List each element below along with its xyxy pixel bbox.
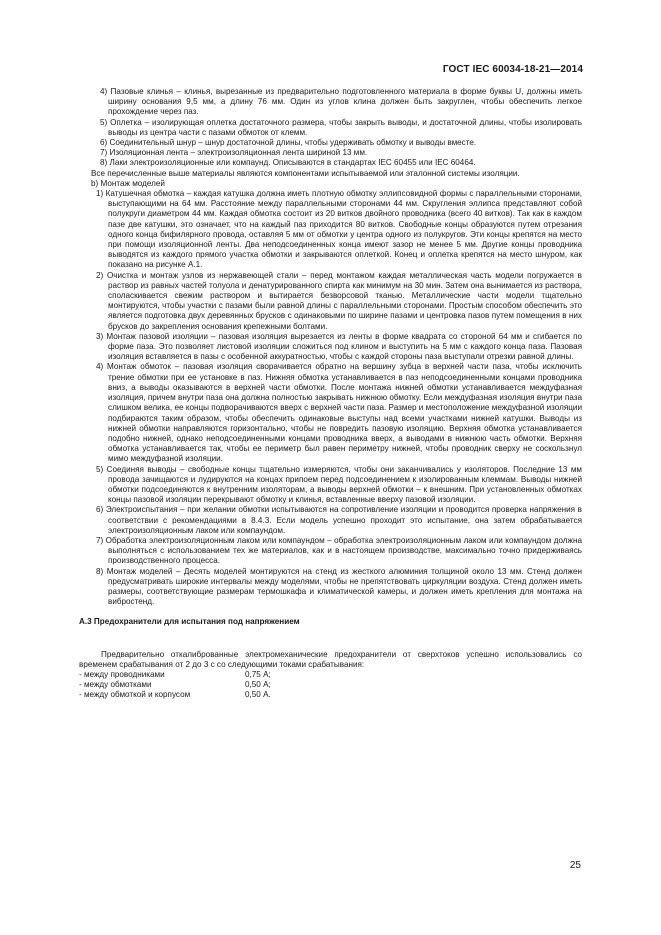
list-item: 5) Оплетка – изолирующая оплетка достаточного размера, чтобы закрыть выводы, и достаточной длины, чтобы изолировать выводы из центра части с пазами обмоток от клемм.	[100, 117, 582, 137]
current-value: 0,50 А.	[245, 690, 271, 700]
list-item: 7) Изоляционная лента – электроизоляционная лента шириной 13 мм.	[100, 148, 368, 158]
table-row	[79, 670, 271, 680]
list-item: 7) Обработка электроизоляционным лаком или компаундом – обработка электроизоляционным лаком или компаундом должна выполняться с использованием тех же материалов, как и в настоящем производстве, максимально точно придерживаясь производственного процесса.	[96, 535, 582, 566]
page-content	[79, 87, 582, 701]
section-heading: А.3 Предохранители для испытания под напряжением	[79, 617, 300, 627]
current-value: 0,75 А;	[245, 669, 271, 679]
current-label: - между проводниками	[79, 669, 165, 679]
table-row	[79, 690, 271, 700]
current-value: 0,50 А;	[245, 680, 271, 690]
list-item: 4) Монтаж обмоток – пазовая изоляция сворачивается обратно на вершину зубца в верхней части паза, чтобы исключить трение обмотки при ее установке в паз. Нижняя обмотка устанавливается в паз неподсоединенными концами проводника вниз, а выводы оказываются в верхней части обмотки. После монтажа нижней обмотки устанавливается междуфазная изоляция, причем внутри паза она должна полностью закрывать нижнюю обмотку. Если междуфазная изоляция внутри паза слишком велика, ее концы подворачиваются вверх с верхней части паза. Размер и местоположение междуфазной изоляции подбираются таким образом, чтобы обеспечить одинаковые выступы над всеми участками нижней катушки. Выводы из нижней обмотки направляются горизонтально, чтобы не повредить пазовую изоляцию. Верхняя обмотка устанавливается подобно нижней, однако неподсоединенными концами проводника вверх, а выводами в нижнюю часть обмотки. Верхняя обмотка устанавливается так, чтобы ее периметр был равен периметру нижней, чтобы проводник сверху не соскользнул мимо междуфазной изоляции.	[96, 362, 582, 464]
list-item: 8) Лаки электроизоляционные или компаунд. Описываются в стандартах IEC 60455 или IEC 60464.	[100, 158, 476, 168]
subsection-heading: b) Монтаж моделей	[91, 178, 165, 188]
current-label: - между обмоткой и корпусом	[79, 690, 191, 700]
list-item: 3) Монтаж пазовой изоляции – пазовая изоляция вырезается из ленты в форме квадрата со стороной 64 мм и сгибается по форме паза. Это позволяет листовой изоляции сложиться под клином и выступить на 5 мм с каждого конца паза. Пазовая изоляция вставляется в пазы с особенной аккуратностью, чтобы с каждой стороны паза выступали отрезки равной длины.	[96, 331, 582, 362]
summary-paragraph: Все перечисленные выше материалы являются компонентами испытываемой или эталонной системы изоляции.	[91, 168, 520, 178]
list-item: 2) Очистка и монтаж узлов из нержавеющей стали – перед монтажом каждая металлическая часть модели погружается в раствор из равных частей толуола и денатурированного спирта как минимум на 30 мин. Затем она вынимается из раствора, споласкивается свежим раствором и вытирается безворсовой тканью. Металлические части модели тщательно монтируются, чтобы участки с пазами были равной длины с параллельными сторонами. Простым способом обеспечить это является подготовка двух деревянных брусков с одинаковыми по ширине пазами и центровка пазов путем помещения в них брусков до закрепления основания крепежными болтами.	[96, 270, 582, 331]
table-row	[79, 680, 271, 690]
page-number: 25	[569, 860, 581, 871]
list-item: 4) Пазовые клинья – клинья, вырезанные из предварительно подготовленного материала в форме буквы U, должны иметь ширину основания 9,5 мм, а длину 76 мм. Один из углов клина должен быть закруглен, чтобы обеспечить легкое прохождение через паз.	[100, 87, 582, 117]
list-item: 8) Монтаж моделей – Десять моделей монтируются на стенд из жесткого алюминия толщиной около 13 мм. Стенд должен предусматривать широкие интервалы между моделями, чтобы не препятствовать циркуляции воздуха. Стенд должен иметь размеры, соответствующие размерам термошкафа и климатической камеры, и должен иметь крепления для монтажа на вибростенд.	[96, 566, 582, 607]
current-label: - между обмотками	[79, 680, 152, 690]
list-item: 6) Соединительный шнур – шнур достаточной длины, чтобы удерживать обмотку и выводы вместе.	[100, 138, 477, 148]
currents-table	[79, 670, 271, 701]
list-item: 6) Электроиспытания – при желании обмотки испытываются на сопротивление изоляции и проводится проверка напряжения в соответствии с рекомендациями в 8.4.3. Если модель успешно проходит это испытание, она затем обрабатывается электроизоляционным лаком или компаундом.	[96, 505, 582, 535]
list-item: 5) Соединяя выводы – свободные концы тщательно измеряются, чтобы они заканчивались у изоляторов. Последние 13 мм провода зачищаются и лудируются на концах припоем перед подсоединением к изолированным клеммам. Выводы нижней обмотки подсоединяются к внутренним изоляторам, а выводы верхней обмотки – к внешним. При установленных обмотках концы пазовой изоляции перекрывают обмотку и клинья, вставленные вверху пазовой изоляции.	[96, 464, 582, 505]
section-intro: Предварительно откалиброванные электромеханические предохранители от сверхтоков успешно использовались со временем срабатывания от 2 до 3 с со следующими токами срабатывания:	[79, 649, 582, 669]
document-header: ГОСТ IEC 60034-18-21—2014	[442, 64, 583, 75]
list-item: 1) Катушечная обмотка – каждая катушка должна иметь плотную обмотку эллипсовидной формы с параллельными сторонами, выступающими на 64 мм. Расстояние между параллельными сторонами 44 мм. Скругления эллипса представляют собой полукруги диаметром 44 мм. Каждая обмотка состоит из 20 витков двойного проводника (всего 40 витков). Так как в каждом пазе две катушки, это означает, что на каждый паз приходится 80 витков. Свободные концы образуются путем отрезания одного конца бифилярного провода, оставляя 5 мм от обмотки у центра одного из полукругов. Эти концы крепятся на место при помощи изоляционной ленты. Два неподсоединенных конца имеют зазор не менее 5 мм. Другие концы проводника выводятся из каждого прямого участка обмотки и закрываются оплеткой. Конец и оплетка крепятся на место шнуром, как показано на рисунке А.1.	[96, 189, 582, 270]
